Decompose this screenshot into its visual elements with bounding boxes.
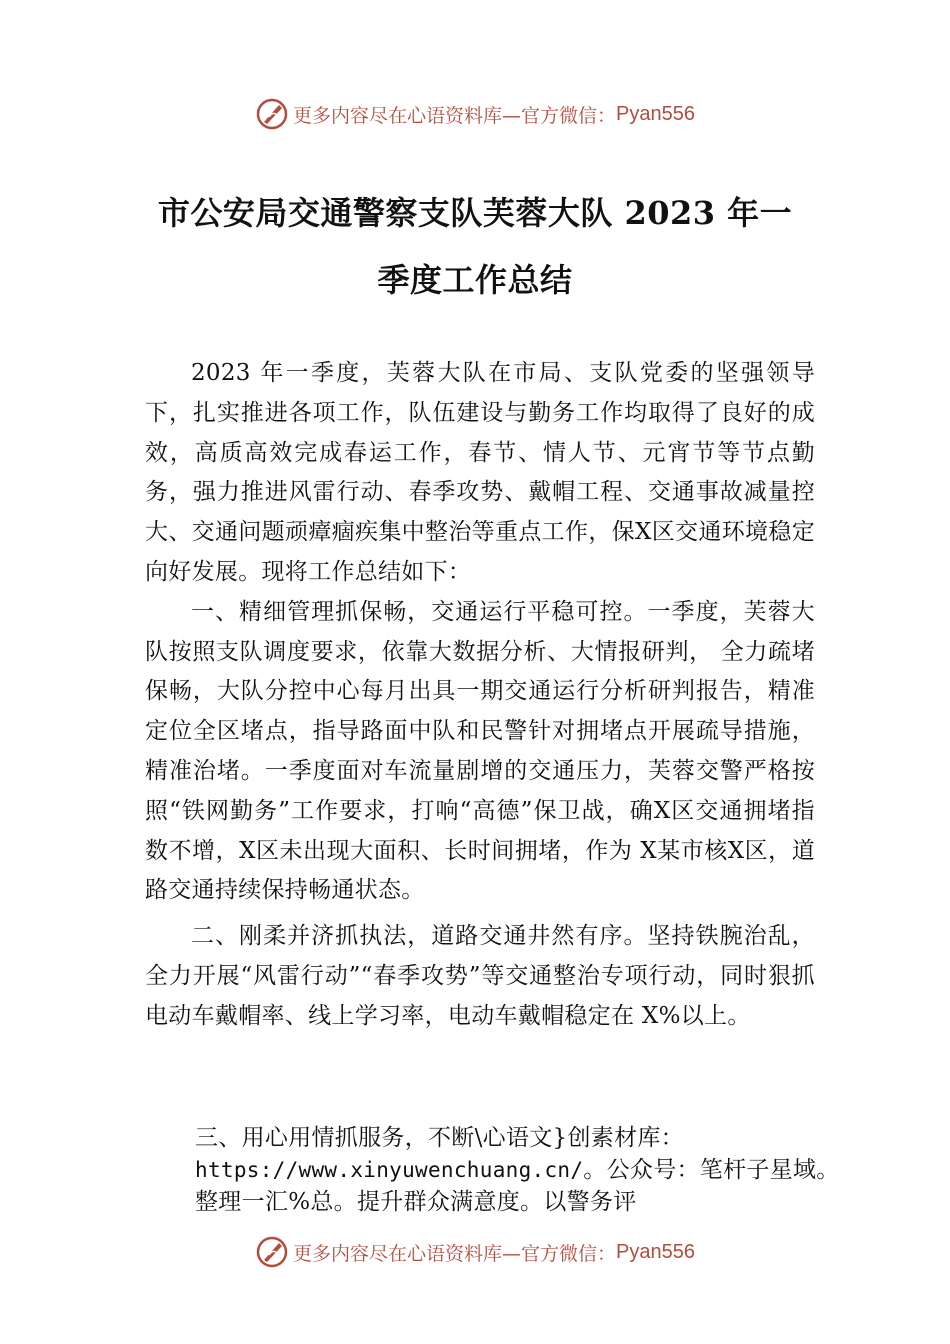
tail-line-2 (195, 1154, 895, 1186)
watermark-account: Pyan556 (616, 102, 695, 125)
watermark-banner-top (0, 94, 950, 134)
tail-line-2-rest: 。公众号：笔杆子星域。 (583, 1157, 840, 1183)
document-body (145, 354, 815, 1037)
tail-line-3: 整理一汇%总。提升群众满意度。以警务评 (195, 1189, 637, 1215)
paragraph-intro: 2023 年一季度，芙蓉大队在市局、支队党委的坚强领导下，扎实推进各项工作，队伍建设与勤务工作均取得了良好的成效，高质高效完成春运工作，春节、情人节、元宵节等节点勤务，强力推进风雷行动、春季攻势、戴帽工程、交通事故减量控大、交通问题顽瘴痼疾集中整治等重点工作，保X区交通环境稳定向好发展。现将工作总结如下： (145, 360, 815, 585)
watermark-text: 更多内容尽在心语资料库—官方微信： (293, 1242, 617, 1265)
document-title-line1: 市公安局交通警察支队芙蓉大队 2023 年一 (157, 194, 793, 232)
watermark-banner-bottom (0, 1232, 950, 1272)
pen-logo-icon (255, 97, 289, 131)
document-title-line2: 季度工作总结 (377, 261, 573, 299)
watermark-text: 更多内容尽在心语资料库—官方微信： (293, 104, 617, 127)
paragraph-section-1: 一、精细管理抓保畅，交通运行平稳可控。一季度，芙蓉大队按照支队调度要求，依靠大数据分析、大情报研判， 全力疏堵保畅，大队分控中心每月出具一期交通运行分析研判报告，精准定位全区堵点，指导路面中队和民警针对拥堵点开展疏导措施，精准治堵。一季度面对车流量剧增的交通压力，芙蓉交警严格按照“铁网勤务”工作要求，打响“高德”保卫战，确X区交通拥堵指数不增，X区未出现大面积、长时间拥堵，作为 X某市核X区，道路交通持续保持畅通状态。 (145, 598, 815, 904)
document-tail (195, 1122, 895, 1218)
website-link[interactable]: https://www.xinyuwenchuang.cn/ (195, 1158, 584, 1182)
tail-line-1: 三、用心用情抓服务，不断\心语文}创素材库： (195, 1125, 684, 1151)
pen-logo-icon (255, 1235, 289, 1269)
paragraph-section-2: 二、刚柔并济抓执法，道路交通井然有序。坚持铁腕治乱，全力开展“风雷行动”“春季攻势”等交通整治专项行动，同时狠抓电动车戴帽率、线上学习率，电动车戴帽稳定在 X%以上。 (145, 923, 815, 1029)
watermark-account: Pyan556 (616, 1240, 695, 1263)
